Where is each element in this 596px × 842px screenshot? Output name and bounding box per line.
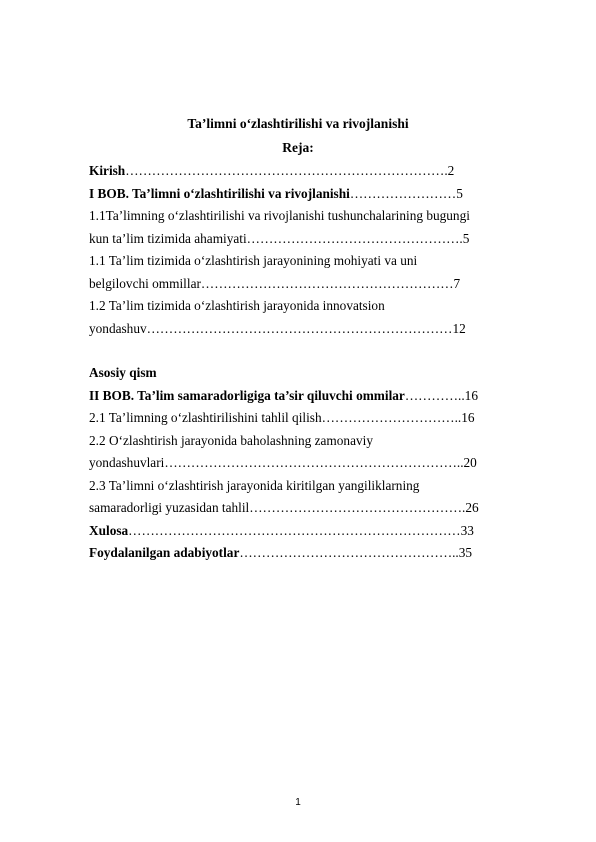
plan-heading: Reja: [282,140,314,155]
table-of-contents [89,160,529,565]
toc-page: 16 [464,387,478,403]
toc-entry-xulosa [89,520,529,543]
toc-entry-1-2-line1: 1.2 Ta’lim tizimida o‘zlashtirish jarayonida innovatsion [89,298,385,313]
toc-entry-1-1b-line2: belgilovchi ommillar…………………………………………………7 [89,275,461,291]
toc-page: 5 [456,185,463,201]
toc-entry-2-3-line2: samaradorligi yuzasidan tahlil………………………………………….26 [89,500,479,515]
toc-page: 33 [460,522,474,538]
document-title: Ta’limni o‘zlashtirilishi va rivojlanishi [187,116,409,131]
toc-entry-1-2-line2: yondashuv……………………………………………………………12 [89,320,466,336]
toc-dots: ………………………………………………………………… [128,522,461,538]
toc-entry-label: Xulosa [89,522,129,538]
toc-entry-2-2-line2: yondashuvlari…………………………………………………………..20 [89,455,477,470]
toc-entry-adabiyot [89,542,529,565]
spacer [89,340,529,362]
page-number: 1 [295,797,301,808]
toc-dots: …………………… [349,185,457,201]
toc-entry-bob1 [89,183,529,206]
toc-entry-label: II BOB. Ta’lim samaradorligiga ta’sir qiluvchi ommilar [89,387,405,403]
toc-section-asosiy: Asosiy qism [89,365,157,380]
toc-entry-2-3-line1: 2.3 Ta’limni o‘zlashtirish jarayonida kiritilgan yangiliklarning [89,477,420,493]
toc-entry-2-1: 2.1 Ta’limning o‘zlashtirilishini tahlil qilish…………………………..16 [89,410,475,425]
toc-entry-bob2 [89,385,529,408]
toc-page: 35 [458,545,473,560]
toc-dots: ……………………………………………………………… [125,163,445,178]
toc-entry-2-2-line1: 2.2 O‘zlashtirish jarayonida baholashning zamonaviy [89,432,373,448]
toc-page: .2 [444,163,455,178]
toc-entry-1-1a-line1: 1.1Ta’limning o‘zlashtirilishi va rivojlanishi tushunchalarining bugungi [89,208,470,223]
toc-entry-kirish [89,160,529,183]
toc-entry-label: Kirish [89,163,126,178]
toc-entry-1-1b-line1: 1.1 Ta’lim tizimida o‘zlashtirish jarayonining mohiyati va uni [89,253,418,268]
toc-dots: ………….. [404,387,465,403]
toc-entry-label: I BOB. Ta’limni o‘zlashtirilishi va rivojlanishi [89,185,350,201]
toc-entry-label: Foydalanilgan adabiyotlar [89,545,240,560]
toc-dots: ………………………………………….. [239,545,459,560]
toc-entry-1-1a-line2: kun ta’lim tizimida ahamiyati………………………………………….5 [89,230,470,246]
